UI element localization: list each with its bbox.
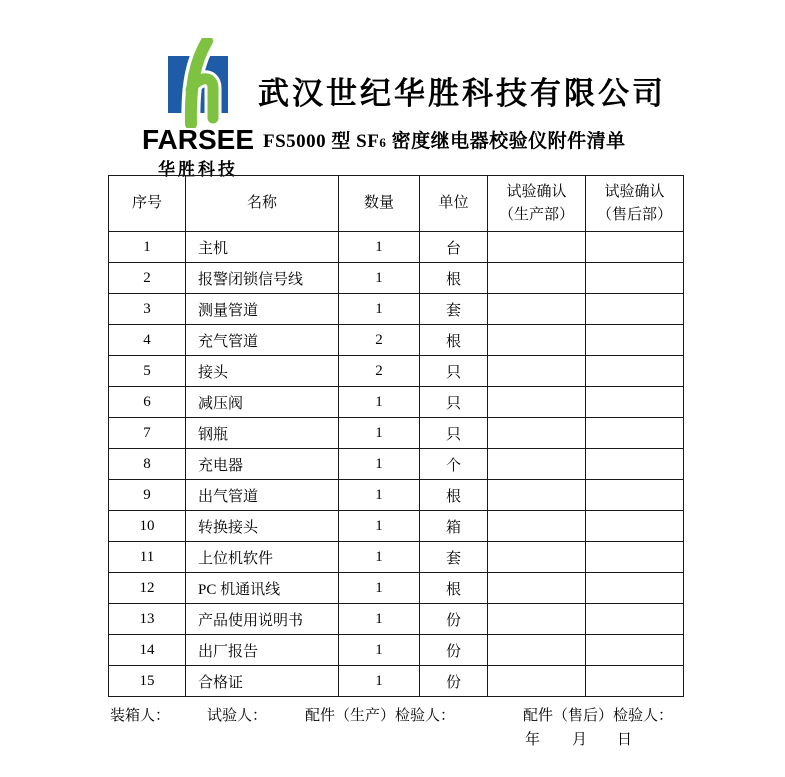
item-name-cell: 出厂报告 — [186, 635, 339, 666]
unit-cell: 套 — [420, 294, 488, 325]
item-name-cell: 钢瓶 — [186, 418, 339, 449]
unit-cell: 根 — [420, 480, 488, 511]
row-number-cell: 4 — [109, 325, 186, 356]
logo-brand-cn: 华胜科技 — [158, 160, 238, 179]
confirm-production-cell — [488, 263, 586, 294]
item-name-cell: 接头 — [186, 356, 339, 387]
item-name-cell: 报警闭锁信号线 — [186, 263, 339, 294]
item-name-cell: 主机 — [186, 232, 339, 263]
quantity-cell: 2 — [339, 325, 420, 356]
quantity-cell: 1 — [339, 418, 420, 449]
row-number-cell: 5 — [109, 356, 186, 387]
item-name-cell: 上位机软件 — [186, 542, 339, 573]
document-title — [263, 126, 626, 153]
doc-title-suffix: 密度继电器校验仪附件清单 — [386, 131, 626, 152]
table-row — [109, 387, 684, 418]
quantity-cell: 1 — [339, 542, 420, 573]
item-name-cell: 产品使用说明书 — [186, 604, 339, 635]
col-header-no: 序号 — [109, 176, 186, 232]
confirm-aftersales-cell — [586, 325, 684, 356]
quantity-cell: 1 — [339, 263, 420, 294]
item-name-cell: 合格证 — [186, 666, 339, 697]
item-name-cell: 充气管道 — [186, 325, 339, 356]
company-logo — [128, 38, 268, 180]
unit-cell: 台 — [420, 232, 488, 263]
quantity-cell: 2 — [339, 356, 420, 387]
confirm-aftersales-line1: 试验确认 — [604, 184, 665, 200]
quantity-cell: 1 — [339, 449, 420, 480]
row-number-cell: 2 — [109, 263, 186, 294]
confirm-aftersales-cell — [586, 511, 684, 542]
row-number-cell: 13 — [109, 604, 186, 635]
confirm-production-cell — [488, 356, 586, 387]
logo-brand-en: FARSEE — [141, 124, 255, 155]
confirm-aftersales-cell — [586, 263, 684, 294]
row-number-cell: 10 — [109, 511, 186, 542]
confirm-production-cell — [488, 325, 586, 356]
quantity-cell: 1 — [339, 666, 420, 697]
confirm-production-cell — [488, 511, 586, 542]
confirm-aftersales-cell — [586, 356, 684, 387]
unit-cell: 个 — [420, 449, 488, 480]
unit-cell: 只 — [420, 356, 488, 387]
packer-label: 装箱人： — [110, 708, 171, 724]
item-name-cell: 减压阀 — [186, 387, 339, 418]
confirm-aftersales-cell — [586, 604, 684, 635]
production-inspector-label: 配件（生产）检验人： — [305, 708, 456, 724]
doc-title-subscript: 6 — [379, 135, 387, 150]
row-number-cell: 6 — [109, 387, 186, 418]
item-name-cell: 出气管道 — [186, 480, 339, 511]
col-header-confirm-production — [488, 176, 586, 232]
confirm-aftersales-cell — [586, 542, 684, 573]
unit-cell: 根 — [420, 263, 488, 294]
confirm-aftersales-cell — [586, 294, 684, 325]
col-header-confirm-aftersales — [586, 176, 684, 232]
table-row — [109, 294, 684, 325]
confirm-production-cell — [488, 232, 586, 263]
confirm-production-cell — [488, 294, 586, 325]
table-row — [109, 356, 684, 387]
confirm-production-cell — [488, 387, 586, 418]
table-row — [109, 263, 684, 294]
table-header-row — [109, 176, 684, 232]
quantity-cell: 1 — [339, 232, 420, 263]
table-row — [109, 480, 684, 511]
row-number-cell: 12 — [109, 573, 186, 604]
date-year-label: 年 — [525, 732, 541, 748]
unit-cell: 只 — [420, 387, 488, 418]
table-row — [109, 511, 684, 542]
row-number-cell: 8 — [109, 449, 186, 480]
table-row — [109, 232, 684, 263]
row-number-cell: 7 — [109, 418, 186, 449]
unit-cell: 份 — [420, 635, 488, 666]
table-row — [109, 418, 684, 449]
confirm-aftersales-cell — [586, 232, 684, 263]
unit-cell: 根 — [420, 573, 488, 604]
confirm-production-line1: 试验确认 — [506, 184, 567, 200]
unit-cell: 份 — [420, 666, 488, 697]
unit-cell: 只 — [420, 418, 488, 449]
confirm-aftersales-cell — [586, 666, 684, 697]
row-number-cell: 1 — [109, 232, 186, 263]
unit-cell: 根 — [420, 325, 488, 356]
table-row — [109, 604, 684, 635]
unit-cell: 套 — [420, 542, 488, 573]
confirm-production-cell — [488, 604, 586, 635]
accessory-list-table — [108, 175, 684, 697]
tester-label: 试验人： — [207, 708, 268, 724]
confirm-aftersales-cell — [586, 573, 684, 604]
table-row — [109, 325, 684, 356]
quantity-cell: 1 — [339, 480, 420, 511]
farsee-logo-icon — [152, 38, 244, 128]
table-row — [109, 666, 684, 697]
confirm-production-cell — [488, 635, 586, 666]
table-row — [109, 573, 684, 604]
table-body — [109, 232, 684, 697]
item-name-cell: 转换接头 — [186, 511, 339, 542]
table-row — [109, 542, 684, 573]
item-name-cell: PC 机通讯线 — [186, 573, 339, 604]
quantity-cell: 1 — [339, 635, 420, 666]
quantity-cell: 1 — [339, 294, 420, 325]
company-name: 武汉世纪华胜科技有限公司 — [258, 76, 666, 111]
row-number-cell: 9 — [109, 480, 186, 511]
confirm-production-cell — [488, 573, 586, 604]
item-name-cell: 测量管道 — [186, 294, 339, 325]
confirm-production-cell — [488, 449, 586, 480]
confirm-aftersales-line2: （售后部） — [596, 206, 672, 223]
item-name-cell: 充电器 — [186, 449, 339, 480]
confirm-aftersales-cell — [586, 635, 684, 666]
confirm-aftersales-cell — [586, 449, 684, 480]
table-header — [109, 176, 684, 232]
confirm-production-line2: （生产部） — [498, 206, 574, 223]
doc-title-prefix: FS5000 型 SF — [263, 131, 380, 152]
unit-cell: 份 — [420, 604, 488, 635]
confirm-production-cell — [488, 666, 586, 697]
confirm-aftersales-cell — [586, 418, 684, 449]
table-row — [109, 635, 684, 666]
confirm-production-cell — [488, 480, 586, 511]
col-header-name: 名称 — [186, 176, 339, 232]
confirm-production-cell — [488, 542, 586, 573]
unit-cell: 箱 — [420, 511, 488, 542]
quantity-cell: 1 — [339, 573, 420, 604]
confirm-aftersales-cell — [586, 387, 684, 418]
row-number-cell: 14 — [109, 635, 186, 666]
col-header-qty: 数量 — [339, 176, 420, 232]
aftersales-inspector-label: 配件（售后）检验人： — [523, 708, 674, 724]
row-number-cell: 15 — [109, 666, 186, 697]
confirm-production-cell — [488, 418, 586, 449]
confirm-aftersales-cell — [586, 480, 684, 511]
quantity-cell: 1 — [339, 387, 420, 418]
col-header-unit: 单位 — [420, 176, 488, 232]
row-number-cell: 3 — [109, 294, 186, 325]
quantity-cell: 1 — [339, 604, 420, 635]
row-number-cell: 11 — [109, 542, 186, 573]
date-day-label: 日 — [617, 732, 633, 748]
date-month-label: 月 — [572, 732, 588, 748]
quantity-cell: 1 — [339, 511, 420, 542]
table-row — [109, 449, 684, 480]
